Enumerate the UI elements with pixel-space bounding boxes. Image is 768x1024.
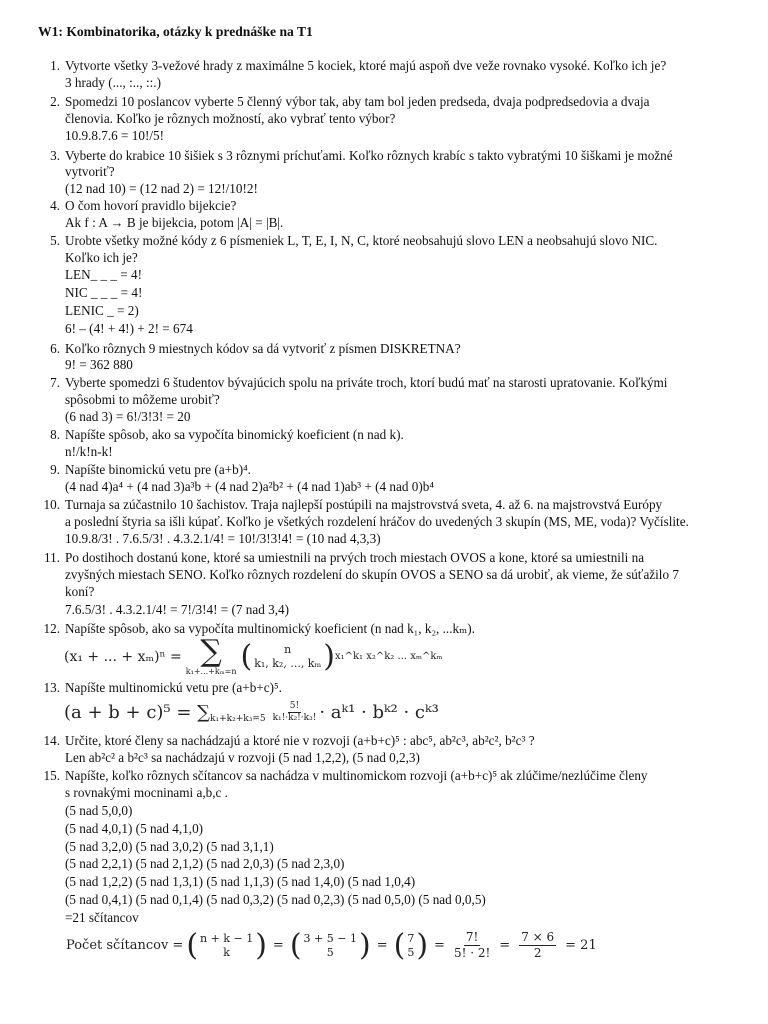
binomial-bottom: k <box>223 945 230 959</box>
item-number: 15. <box>43 768 60 783</box>
question-3-text: Vyberte do krabice 10 šišiek s 3 rôznymi príchuťami. Koľko rôznych krabíc s takto vybratými 10 šiškami je možné <box>65 148 673 163</box>
fraction-denominator: 2 <box>533 946 542 960</box>
question-11-text: zvyšných miestach SENO. Koľko rôznych rozdelení do skupín OVOS a SENO sa dá urobiť, ak vieme, že súťažilo 7 <box>65 567 679 582</box>
question-15-answer: (5 nad 0,4,1) (5 nad 0,1,4) (5 nad 0,3,2) (5 nad 0,2,3) (5 nad 0,5,0) (5 nad 0,0,5) <box>65 892 486 907</box>
question-7-text: Vyberte spomedzi 6 študentov bývajúcich spolu na priváte troch, ktorí budú mať na starosti upratovanie. Koľkými <box>65 375 668 390</box>
question-10-text: a poslední štyria sa išli kúpať. Koľko je všetkých rozdelení hráčov do uvedených 3 skupín (MS, ME, voda)? Vyčíslite. <box>65 514 689 529</box>
equals-sign: = <box>272 938 284 953</box>
question-5-answer: LENIC _ = 2) <box>65 303 139 318</box>
question-4-text: O čom hovorí pravidlo bijekcie? <box>65 198 237 213</box>
formula-label: Počet sčítancov = <box>66 938 184 953</box>
formula-tail: x₁^k₁ x₂^k₂ ... xₘ^kₘ <box>334 651 443 662</box>
item-number: 7. <box>50 375 60 390</box>
question-7-answer: (6 nad 3) = 6!/3!3! = 20 <box>65 409 191 424</box>
question-11-text: Po dostihoch dostanú kone, ktoré sa umiestnili na prvých troch miestach OVOS a kone, ktoré sa umiestnili na <box>65 550 645 565</box>
question-2-text: členovia. Koľko je rôznych možností, ako vybrať tento výbor? <box>65 111 396 126</box>
question-15-answer: (5 nad 3,2,0) (5 nad 3,0,2) (5 nad 3,1,1) <box>65 839 274 854</box>
question-15-answer: =21 sčítancov <box>65 910 139 925</box>
question-10-text: Turnaja sa zúčastnilo 10 šachistov. Traja najlepší postúpili na majstrovstvá sveta, 4. až 6. na majstrovstvá Európy <box>65 497 663 512</box>
term-count-formula: Počet sčítancov = ( n + k − 1 k ) = ( 3 + 5 − 1 5 ) = ( 7 5 ) = $\frac{7!}{5! \cdot 2!}$ = $\frac{7 \times 6}{2}$ = 21 <box>66 927 597 963</box>
coef-bottom: k₁, k₂, ..., kₘ <box>254 656 322 670</box>
binomial-top: n + k − 1 <box>200 931 254 945</box>
fraction-denominator: k₁!·k₂!·k₃! <box>272 712 317 723</box>
page-title: W1: Kombinatorika, otázky k prednáške na T1 <box>38 24 313 39</box>
question-7-text: spôsobmi to môžeme urobiť? <box>65 392 220 407</box>
question-15-answer: (5 nad 4,0,1) (5 nad 4,1,0) <box>65 821 204 836</box>
multinomial-theorem-formula <box>64 700 439 724</box>
question-8-text: Napíšte spôsob, ako sa vypočíta binomický koeficient (n nad k). <box>65 427 404 442</box>
question-5-answer: NIC _ _ _ = 4! <box>65 285 143 300</box>
question-11-text: koní? <box>65 584 95 599</box>
question-6-text: Koľko rôznych 9 miestnych kódov sa dá vytvoriť z písmen DISKRETNA? <box>65 341 461 356</box>
question-3-answer: (12 nad 10) = (12 nad 2) = 12!/10!2! <box>65 181 258 196</box>
question-4-answer: Ak f : A → B je bijekcia, potom |A| = |B|. <box>65 215 284 230</box>
fraction-numerator: 7! <box>465 930 479 944</box>
multinomial-coefficient-formula: (x₁ + ... + xₘ)ⁿ = ∑ k₁+...+kₘ=n ( n k₁, k₂, ..., kₘ ) x₁^k₁ x₂^k₂ ... xₘ^kₘ <box>64 634 443 676</box>
item-number: 11. <box>44 550 60 565</box>
question-10-answer: 10.9.8/3! . 7.6.5/3! . 4.3.2.1/4! = 10!/3!3!4! = (10 nad 4,3,3) <box>65 531 381 546</box>
equals-sign: = <box>499 938 511 953</box>
question-11-answer: 7.6.5/3! . 4.3.2.1/4! = 7!/3!4! = (7 nad 3,4) <box>65 602 290 617</box>
binomial-2 <box>304 932 357 960</box>
coefficient-stack <box>254 643 321 671</box>
item-number: 6. <box>50 341 60 356</box>
question-8-answer: n!/k!n-k! <box>65 444 113 459</box>
formula-result: = 21 <box>565 938 597 953</box>
question-14-text: Určite, ktoré členy sa nachádzajú a ktoré nie v rozvoji (a+b+c)⁵ : abc⁵, ab²c³, ab²c², b²c³ ? <box>65 733 535 748</box>
question-1-answer: 3 hrady (..., :.., ::.) <box>65 75 161 90</box>
question-2-text: Spomedzi 10 poslancov vyberte 5 členný výbor tak, aby tam bol jeden predseda, dvaja podpredsedovia a dvaja <box>65 94 650 109</box>
question-5-text: Koľko ich je? <box>65 250 138 265</box>
question-2-answer: 10.9.8.7.6 = 10!/5! <box>65 128 165 143</box>
formula-lhs: (x₁ + ... + xₘ)ⁿ = <box>64 648 182 665</box>
binomial-1 <box>200 932 253 960</box>
question-5-answer: 6! – (4! + 4!) + 2! = 674 <box>65 321 193 336</box>
question-15-answer: (5 nad 2,2,1) (5 nad 2,1,2) (5 nad 2,0,3) (5 nad 2,3,0) <box>65 856 345 871</box>
sum-subscript: k₁+...+kₘ=n <box>185 667 237 676</box>
question-15-text: s rovnakými mocninami a,b,c . <box>65 785 228 800</box>
question-15-answer: (5 nad 1,2,2) (5 nad 1,3,1) (5 nad 1,1,3) (5 nad 1,4,0) (5 nad 1,0,4) <box>65 874 416 889</box>
sum-subscript: k₁+k₂+k₃=5 <box>210 714 266 724</box>
item-number: 14. <box>43 733 60 748</box>
binomial-bottom: 5 <box>326 945 334 959</box>
item-number: 3. <box>50 148 60 163</box>
item-number: 1. <box>50 58 60 73</box>
fraction-numerator: 5! <box>289 700 300 711</box>
sum-symbol: ∑ k₁+...+kₘ=n <box>185 634 237 676</box>
binomial-bottom: 5 <box>407 945 415 959</box>
fraction-1 <box>454 930 490 961</box>
question-6-answer: 9! = 362 880 <box>65 357 133 372</box>
formula-lhs: (a + b + c)⁵ = ∑ <box>64 701 211 723</box>
item-number: 12. <box>43 621 60 636</box>
item-number: 5. <box>50 233 60 248</box>
fraction-denominator: 5! · 2! <box>453 946 491 960</box>
question-3-text: vytvoriť? <box>65 164 115 179</box>
equals-sign: = <box>434 938 445 953</box>
question-15-answer: (5 nad 5,0,0) <box>65 803 133 818</box>
binomial-top: 7 <box>407 931 415 945</box>
item-number: 10. <box>43 497 60 512</box>
item-number: 8. <box>50 427 60 442</box>
formula-tail: · aᵏ¹ · bᵏ² · cᵏ³ <box>319 701 439 723</box>
question-5-text: Urobte všetky možné kódy z 6 písmeniek L, T, E, I, N, C, ktoré neobsahujú slovo LEN a neobsahujú slovo NIC. <box>65 233 658 248</box>
item-number: 2. <box>50 94 60 109</box>
question-12-text: Napíšte spôsob, ako sa vypočíta multinomický koeficient (n nad k₁, k₂, ...kₘ). <box>65 621 475 636</box>
fraction-2 <box>519 930 556 961</box>
item-number: 9. <box>50 462 60 477</box>
question-9-text: Napíšte binomickú vetu pre (a+b)⁴. <box>65 462 251 477</box>
question-9-answer: (4 nad 4)a⁴ + (4 nad 3)a³b + (4 nad 2)a²b² + (4 nad 1)ab³ + (4 nad 0)b⁴ <box>65 479 434 494</box>
question-15-text: Napíšte, koľko rôznych sčítancov sa nachádza v multinomickom rozvoji (a+b+c)⁵ ak zlúčime/nezlúčime členy <box>65 768 648 783</box>
fraction <box>273 701 317 724</box>
equals-sign: = <box>376 938 388 953</box>
item-number: 13. <box>43 680 60 695</box>
binomial-3 <box>407 932 414 960</box>
binomial-top: 3 + 5 − 1 <box>303 931 357 945</box>
item-number: 4. <box>50 198 60 213</box>
question-14-answer: Len ab²c² a b²c³ sa nachádzajú v rozvoji (5 nad 1,2,2), (5 nad 0,2,3) <box>65 750 420 765</box>
question-13-text: Napíšte multinomickú vetu pre (a+b+c)⁵. <box>65 680 282 695</box>
fraction-numerator: 7 × 6 <box>521 930 555 944</box>
question-1-text: Vytvorte všetky 3-vežové hrady z maximálne 5 kociek, ktoré majú aspoň dve veže rovnako vysoké. Koľko ich je? <box>65 58 667 73</box>
question-5-answer: LEN_ _ _ = 4! <box>65 267 143 282</box>
coef-top: n <box>284 642 292 656</box>
